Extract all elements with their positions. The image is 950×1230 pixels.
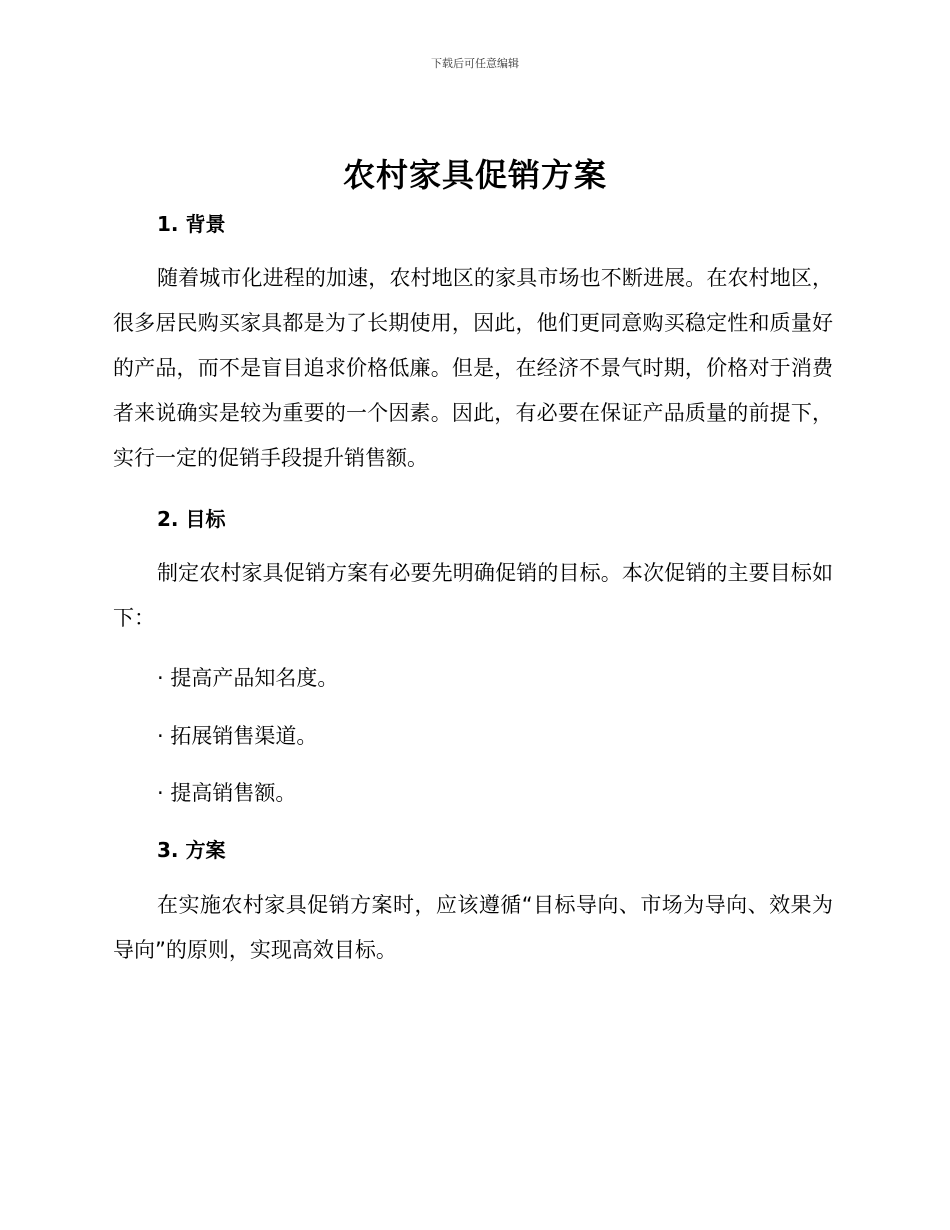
section-heading-goals: 2. 目标 xyxy=(157,507,226,531)
section-heading-plan: 3. 方案 xyxy=(157,838,226,862)
document-title: 农村家具促销方案 xyxy=(342,156,607,194)
section-paragraph-background: 随着城市化进程的加速，农村地区的家具市场也不断进展。在农村地区，很多居民购买家具都是为了长期使用，因此，他们更同意购买稳定性和质量好的产品，而不是盲目追求价格低廉。但是，在经济不景气时期，价格对于消费者来说确实是较为重要的一个因素。因此，有必要在保证产品质量的前提下，实行一定的促销手段提升销售额。 xyxy=(113,266,833,470)
section-paragraph-plan: 在实施农村家具促销方案时，应该遵循“目标导向、市场为导向、效果为导向”的原则，实现高效目标。 xyxy=(113,893,833,962)
bullet-item-channels: · 拓展销售渠道。 xyxy=(157,724,318,748)
section-heading-background: 1. 背景 xyxy=(157,212,226,236)
section-paragraph-goals: 制定农村家具促销方案有必要先明确促销的目标。本次促销的主要目标如下： xyxy=(113,561,833,630)
bullet-item-sales: · 提高销售额。 xyxy=(157,781,297,805)
header-note: 下载后可任意编辑 xyxy=(431,57,519,70)
bullet-item-awareness: · 提高产品知名度。 xyxy=(157,666,339,690)
